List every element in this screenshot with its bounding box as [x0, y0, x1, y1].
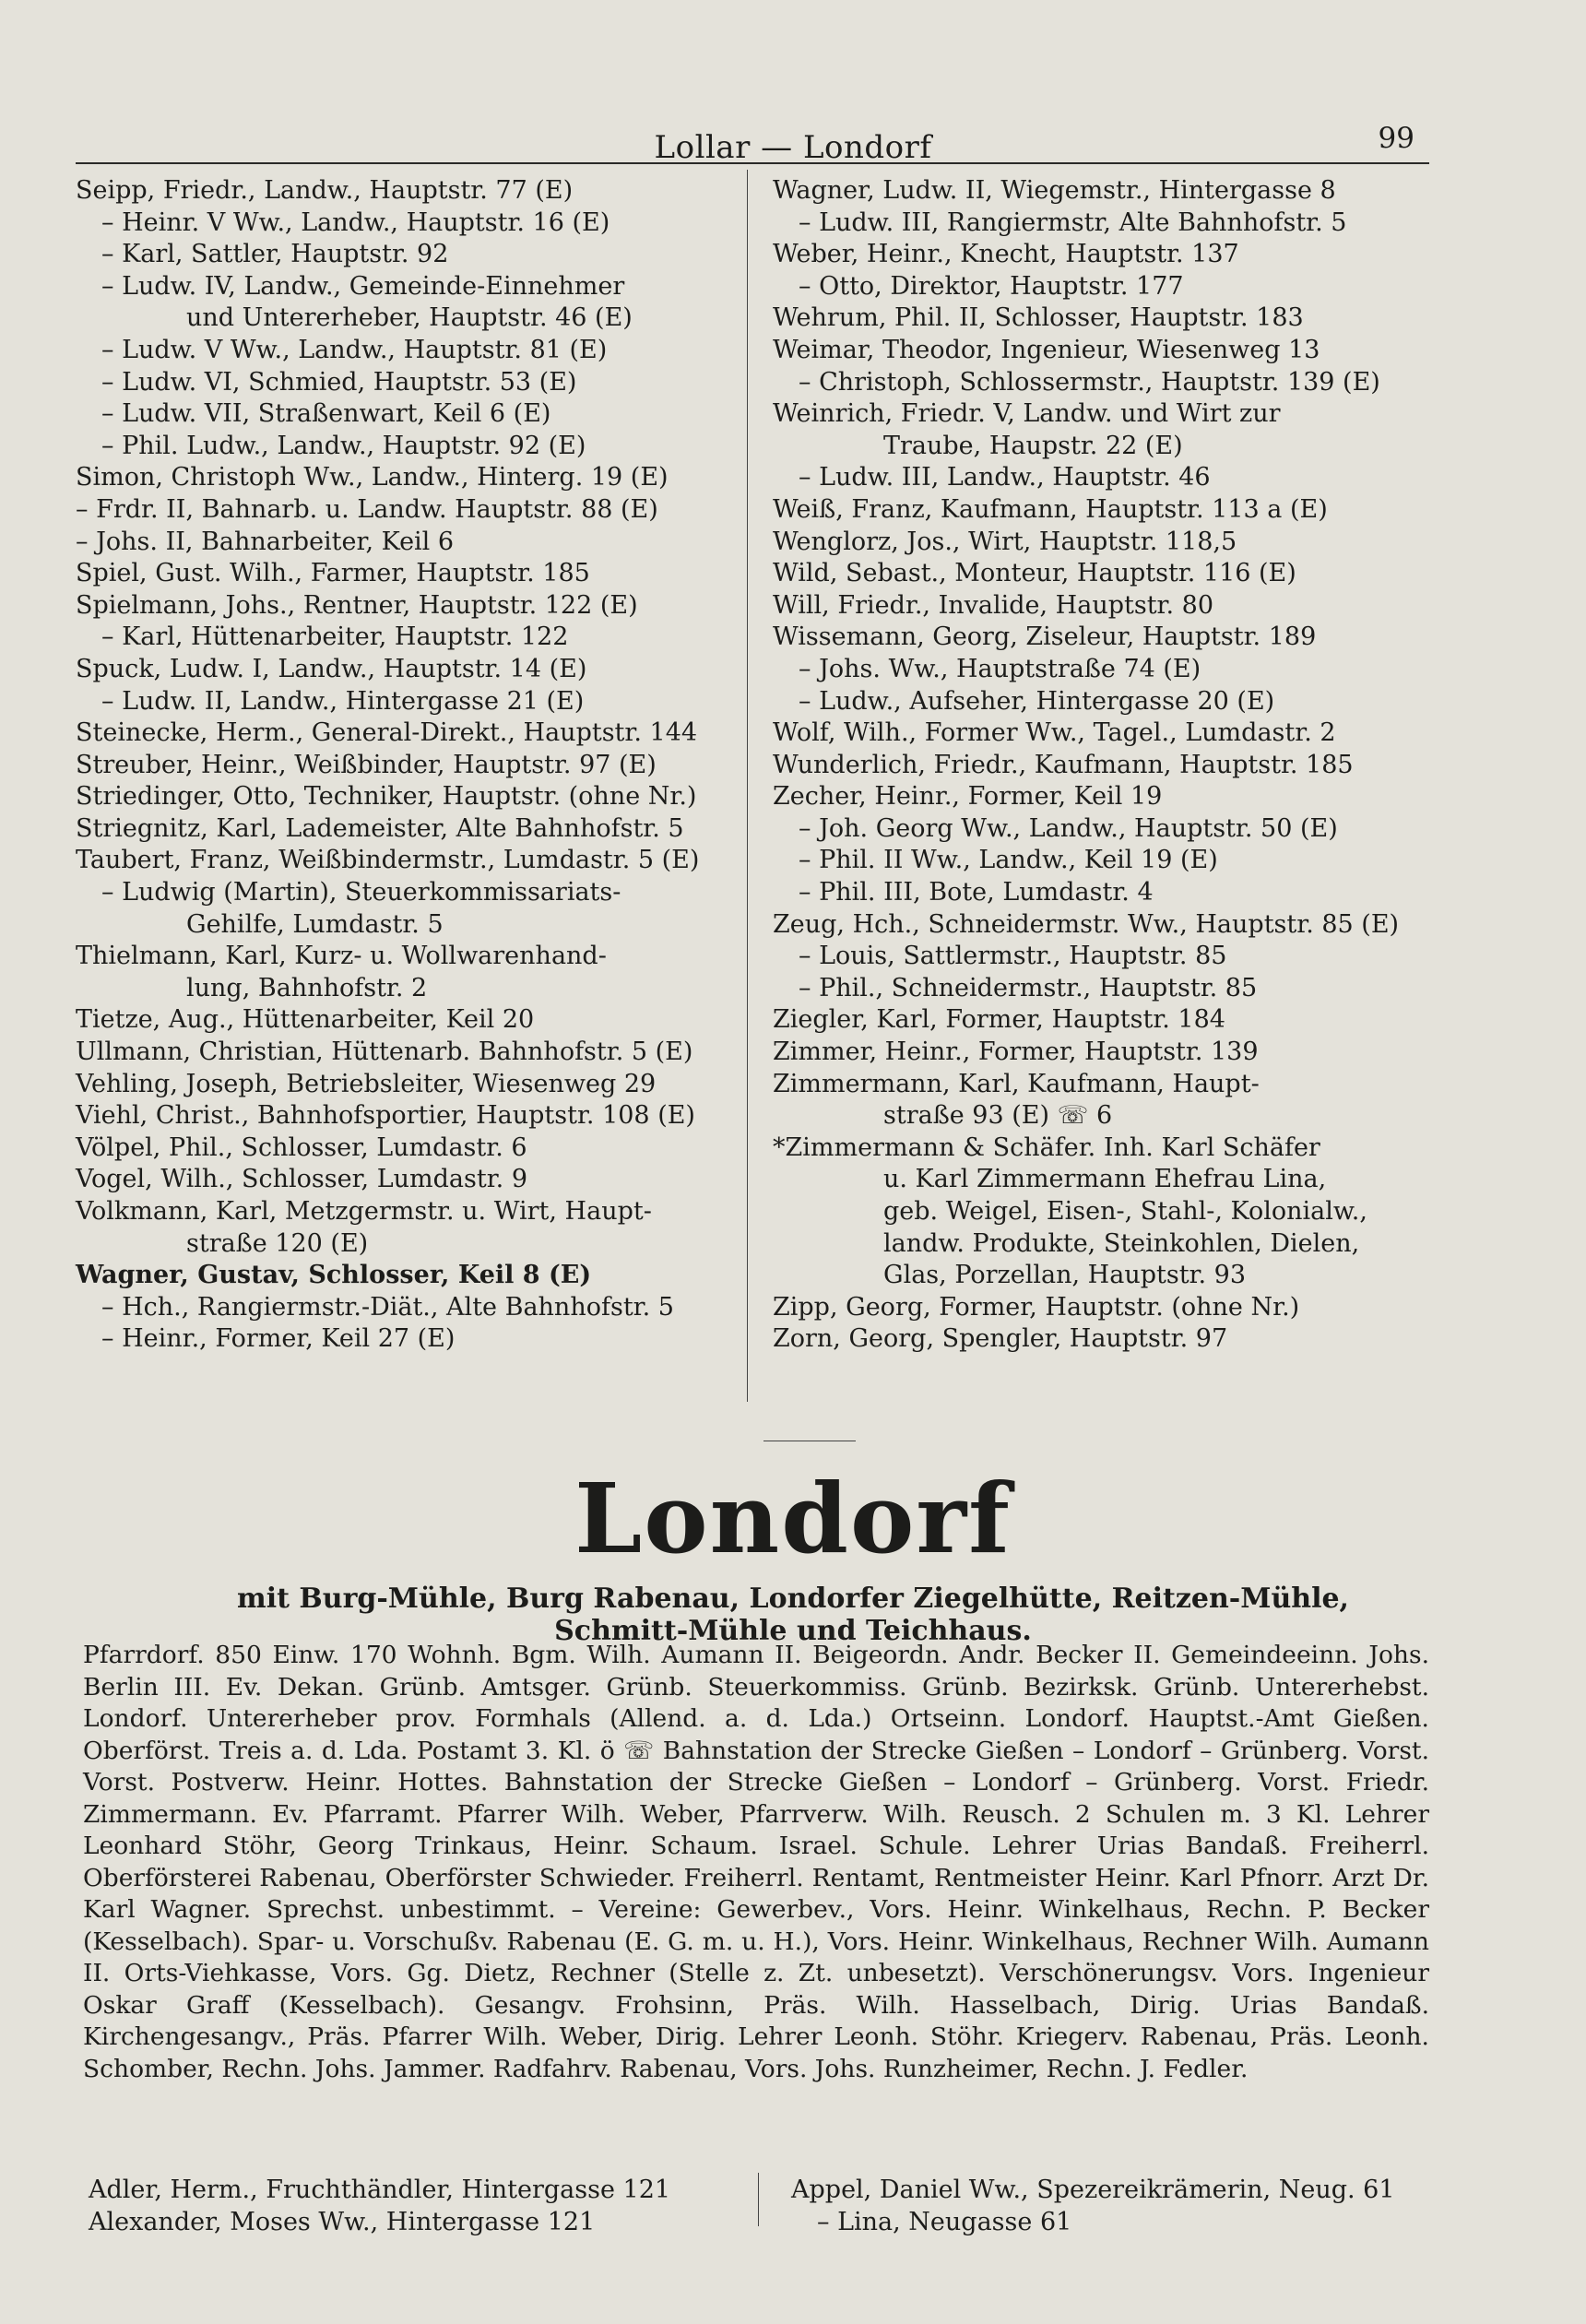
list-item: Adler, Herm., Fruchthändler, Hintergasse 121: [89, 2176, 671, 2204]
list-item: Wissemann, Georg, Ziseleur, Hauptstr. 189: [773, 622, 1317, 652]
list-item: Ullmann, Christian, Hüttenarb. Bahnhofstr. 5 (E): [76, 1038, 693, 1067]
list-item: – Christoph, Schlossermstr., Hauptstr. 139 (E): [799, 367, 1380, 397]
list-item: Steinecke, Herm., General-Direkt., Hauptstr. 144: [76, 718, 698, 748]
list-item: Striegnitz, Karl, Lademeister, Alte Bahnhofstr. 5: [76, 813, 684, 843]
list-item: Striedinger, Otto, Techniker, Hauptstr. (ohne Nr.): [76, 782, 697, 812]
list-item: Gehilfe, Lumdastr. 5: [186, 909, 444, 939]
list-item: – Phil. Ludw., Landw., Hauptstr. 92 (E): [101, 431, 586, 460]
list-item: Zimmermann, Karl, Kaufmann, Haupt-: [773, 1069, 1260, 1098]
bottom-left-column: [89, 2175, 752, 2238]
list-item: Weimar, Theodor, Ingenieur, Wiesenweg 13: [773, 335, 1320, 364]
list-item: – Ludw. V Ww., Landw., Hauptstr. 81 (E): [101, 335, 608, 364]
left-column: [76, 175, 728, 1356]
list-item: Glas, Porzellan, Hauptstr. 93: [883, 1261, 1247, 1290]
section-description: Pfarrdorf. 850 Einw. 170 Wohnh. Bgm. Wilh. Aumann II. Beigeordn. Andr. Becker II. Gemeindeeinn. Johs. Berlin III. Ev. Dekan. Grünb. Amtsger. Grünb. Steuerkommiss. Grünb. Bezirksk. Grünb. Untererhebst. Londorf. Untererheber prov. Formhals (Allend. a. d. Lda.) Ortseinn. Londorf. Hauptst.-Amt Gießen. Oberförst. Treis a. d. Lda. Postamt 3. Kl. ö ☏ Bahnstation der Strecke Gießen – Londorf – Grünberg. Vorst. Vorst. Postverw. Heinr. Hottes. Bahnstation der Strecke Gießen – Londorf – Grünberg. Vorst. Friedr. Zimmermann. Ev. Pfarramt. Pfarrer Wilh. Weber, Pfarrverw. Wilh. Reusch. 2 Schulen m. 3 Kl. Lehrer Leonhard Stöhr, Georg Trinkaus, Heinr. Schaum. Israel. Schule. Lehrer Urias Bandaß. Freiherrl. Oberförsterei Rabenau, Oberförster Schwieder. Freiherrl. Rentamt, Rentmeister Heinr. Karl Pfnorr. Arzt Dr. Karl Wagner. Sprechst. unbestimmt. – Vereine: Gewerbev., Vors. Heinr. Winkelhaus, Rechn. P. Becker (Kesselbach). Spar- u. Vorschußv. Rabenau (E. G. m. u. H.), Vors. Heinr. Winkelhaus, Rechner Wilh. Aumann II. Orts-Viehkasse, Vors. Gg. Dietz, Rechner (Stelle z. Zt. unbesetzt). Verschönerungsv. Vors. Ingenieur Oskar Graff (Kesselbach). Gesangv. Frohsinn, Präs. Wilh. Hasselbach, Dirig. Urias Bandaß. Kirchengesangv., Präs. Pfarrer Wilh. Weber, Dirig. Lehrer Leonh. Stöhr. Kriegerv. Rabenau, Präs. Leonh. Schomber, Rechn. Johs. Jammer. Radfahrv. Rabenau, Vors. Johs. Runzheimer, Rechn. J. Fedler.: [83, 1641, 1429, 2083]
header-rule: [76, 162, 1429, 164]
list-item: – Johs. II, Bahnarbeiter, Keil 6: [76, 527, 455, 556]
list-item: Wolf, Wilh., Former Ww., Tagel., Lumdastr. 2: [773, 718, 1336, 748]
list-item: Zecher, Heinr., Former, Keil 19: [773, 782, 1163, 812]
list-item: Zorn, Georg, Spengler, Hauptstr. 97: [773, 1324, 1228, 1354]
running-head: Lollar — Londorf: [654, 129, 932, 166]
list-item: lung, Bahnhofstr. 2: [186, 973, 428, 1002]
list-item: – Joh. Georg Ww., Landw., Hauptstr. 50 (E): [799, 813, 1338, 843]
list-item: Ziegler, Karl, Former, Hauptstr. 184: [773, 1005, 1225, 1035]
subtitle-line: Schmitt-Mühle und Teichhaus.: [554, 1615, 1032, 1647]
list-item: straße 120 (E): [186, 1228, 369, 1258]
list-item: Vogel, Wilh., Schlosser, Lumdastr. 9: [76, 1165, 528, 1194]
list-item: – Ludw., Aufseher, Hintergasse 20 (E): [799, 686, 1275, 716]
list-item: Spielmann, Johs., Rentner, Hauptstr. 122 (E): [76, 590, 638, 620]
list-item: – Karl, Hüttenarbeiter, Hauptstr. 122: [101, 622, 569, 652]
list-item: Traube, Haupstr. 22 (E): [883, 431, 1183, 460]
list-item: Weiß, Franz, Kaufmann, Hauptstr. 113 a (E): [773, 494, 1328, 524]
section-title: Londorf: [574, 1462, 1012, 1575]
list-item: – Ludw. IV, Landw., Gemeinde-Einnehmer: [101, 271, 625, 301]
list-item: – Ludw. III, Landw., Hauptstr. 46: [799, 463, 1211, 492]
list-item: Will, Friedr., Invalide, Hauptstr. 80: [773, 590, 1214, 620]
list-item: Zeug, Hch., Schneidermstr. Ww., Hauptstr. 85 (E): [773, 909, 1400, 939]
list-item: – Ludw. VII, Straßenwart, Keil 6 (E): [101, 399, 551, 429]
list-item: Taubert, Franz, Weißbindermstr., Lumdastr. 5 (E): [76, 846, 700, 875]
list-item: Thielmann, Karl, Kurz- u. Wollwarenhand-: [76, 942, 607, 971]
list-item: straße 93 (E) ☏ 6: [883, 1101, 1113, 1131]
list-item: – Phil. III, Bote, Lumdastr. 4: [799, 878, 1154, 907]
list-item: Weber, Heinr., Knecht, Hauptstr. 137: [773, 240, 1239, 269]
list-item: Weinrich, Friedr. V, Landw. und Wirt zur: [773, 399, 1281, 429]
list-item: Spuck, Ludw. I, Landw., Hauptstr. 14 (E): [76, 654, 587, 683]
list-item: *Zimmermann & Schäfer. Inh. Karl Schäfer: [773, 1132, 1320, 1162]
section-subtitle: [0, 1583, 1586, 1647]
list-item: Vehling, Joseph, Betriebsleiter, Wiesenweg 29: [76, 1069, 657, 1098]
list-item: Wagner, Ludw. II, Wiegemstr., Hintergasse 8: [773, 176, 1336, 205]
list-item: Tietze, Aug., Hüttenarbeiter, Keil 20: [76, 1005, 535, 1035]
list-item: – Ludwig (Martin), Steuerkommissariats-: [101, 878, 621, 907]
list-item: Seipp, Friedr., Landw., Hauptstr. 77 (E): [76, 176, 574, 205]
list-item: Wunderlich, Friedr., Kaufmann, Hauptstr. 185: [773, 750, 1354, 779]
list-item: – Phil. II Ww., Landw., Keil 19 (E): [799, 846, 1218, 875]
list-item: Wehrum, Phil. II, Schlosser, Hauptstr. 183: [773, 303, 1304, 333]
list-item: – Louis, Sattlermstr., Hauptstr. 85: [799, 942, 1227, 971]
list-item: Viehl, Christ., Bahnhofsportier, Hauptstr. 108 (E): [76, 1101, 695, 1131]
column-divider: [758, 2173, 759, 2226]
list-item: – Karl, Sattler, Hauptstr. 92: [101, 240, 449, 269]
list-item: – Johs. Ww., Hauptstraße 74 (E): [799, 654, 1201, 683]
list-item: Volkmann, Karl, Metzgermstr. u. Wirt, Haupt-: [76, 1197, 652, 1226]
list-item: Zimmer, Heinr., Former, Hauptstr. 139: [773, 1038, 1259, 1067]
list-item: Appel, Daniel Ww., Spezereikrämerin, Neug. 61: [791, 2176, 1395, 2204]
list-item: – Ludw. III, Rangiermstr, Alte Bahnhofstr. 5: [799, 208, 1347, 237]
bottom-right-column: [791, 2175, 1437, 2238]
right-column: [773, 175, 1426, 1356]
list-item: landw. Produkte, Steinkohlen, Dielen,: [883, 1228, 1360, 1258]
list-item: – Phil., Schneidermstr., Hauptstr. 85: [799, 973, 1258, 1002]
list-item: – Heinr. V Ww., Landw., Hauptstr. 16 (E): [101, 208, 610, 237]
list-item: – Otto, Direktor, Hauptstr. 177: [799, 271, 1184, 301]
list-item: Wagner, Gustav, Schlosser, Keil 8 (E): [76, 1261, 592, 1290]
list-item: Zipp, Georg, Former, Hauptstr. (ohne Nr.): [773, 1292, 1300, 1322]
list-item: Wild, Sebast., Monteur, Hauptstr. 116 (E): [773, 559, 1296, 588]
list-item: Wenglorz, Jos., Wirt, Hauptstr. 118,5: [773, 527, 1237, 556]
list-item: u. Karl Zimmermann Ehefrau Lina,: [883, 1165, 1327, 1194]
list-item: und Untererheber, Hauptstr. 46 (E): [186, 303, 633, 333]
list-item: – Ludw. VI, Schmied, Hauptstr. 53 (E): [101, 367, 577, 397]
list-item: Spiel, Gust. Wilh., Farmer, Hauptstr. 185: [76, 559, 590, 588]
column-divider: [747, 170, 748, 1402]
list-item: geb. Weigel, Eisen-, Stahl-, Kolonialw.,: [883, 1197, 1367, 1226]
list-item: – Hch., Rangiermstr.-Diät., Alte Bahnhofstr. 5: [101, 1292, 674, 1322]
list-item: – Heinr., Former, Keil 27 (E): [101, 1324, 456, 1354]
list-item: Simon, Christoph Ww., Landw., Hinterg. 19 (E): [76, 463, 669, 492]
list-item: – Frdr. II, Bahnarb. u. Landw. Hauptstr. 88 (E): [76, 494, 658, 524]
page-number: 99: [1378, 122, 1414, 155]
list-item: – Lina, Neugasse 61: [817, 2207, 1072, 2236]
list-item: – Ludw. II, Landw., Hintergasse 21 (E): [101, 686, 585, 716]
subtitle-line: mit Burg-Mühle, Burg Rabenau, Londorfer Ziegelhütte, Reitzen-Mühle,: [236, 1583, 1350, 1615]
list-item: Völpel, Phil., Schlosser, Lumdastr. 6: [76, 1132, 527, 1162]
list-item: Alexander, Moses Ww., Hintergasse 121: [89, 2207, 596, 2236]
list-item: Streuber, Heinr., Weißbinder, Hauptstr. 97 (E): [76, 750, 657, 779]
